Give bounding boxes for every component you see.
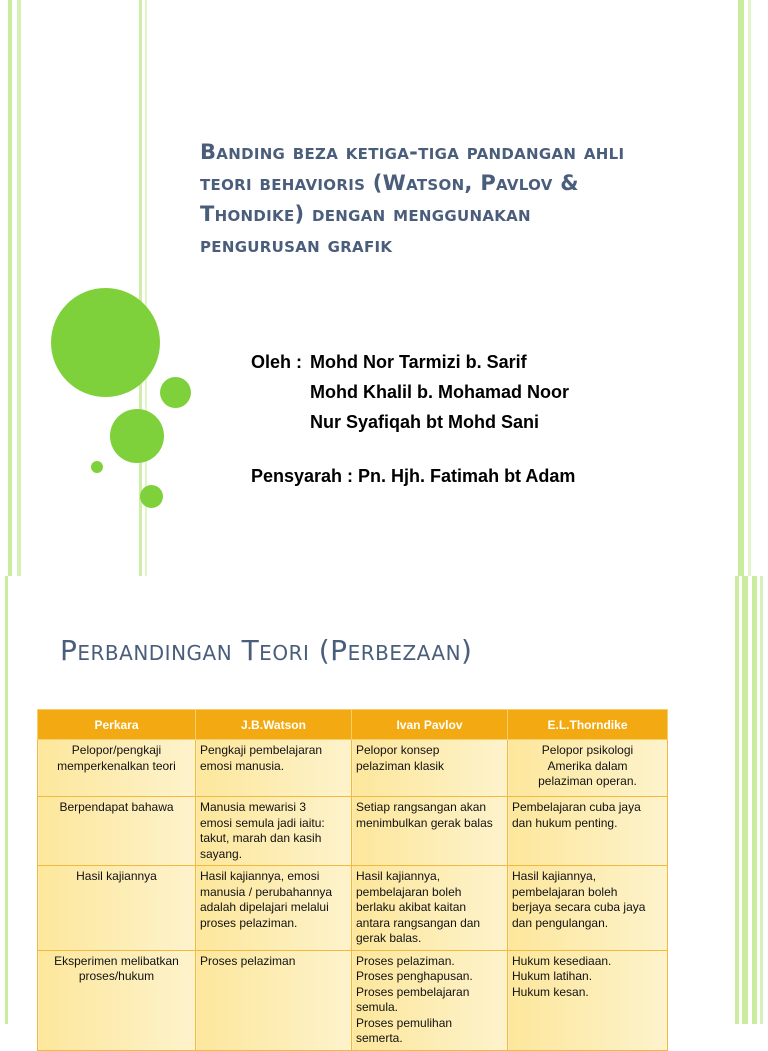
decor-circle (140, 485, 163, 508)
author-name: Nur Syafiqah bt Mohd Sani (310, 411, 540, 432)
authors-label: Oleh : (251, 351, 303, 372)
title-line: pengurusan grafik (200, 233, 393, 257)
decor-bar (748, 0, 751, 576)
decor-circle (160, 377, 191, 408)
table-row (38, 950, 668, 1050)
column-header: J.B.Watson (196, 710, 352, 740)
table-cell: Hasil kajiannya, emosi manusia / perubahannya adalah dipelajari melalui proses pelaziman. (196, 866, 352, 951)
decor-bar (752, 576, 757, 1024)
title-line: teori behavioris (Watson, Pavlov & (200, 171, 579, 195)
table-cell: Hasil kajiannya, pembelajaran boleh berlaku akibat kaitan antara rangsangan dan gerak balas. (352, 866, 508, 951)
decor-bar (17, 0, 21, 576)
table-cell: Setiap rangsangan akan menimbulkan gerak balas (352, 797, 508, 866)
title-line: Thondike) dengan menggunakan (200, 202, 531, 226)
decor-circle (110, 409, 164, 463)
decor-bar (8, 0, 12, 576)
table-cell: Pelopor/pengkaji memperkenalkan teori (38, 740, 196, 797)
decor-bar (738, 0, 744, 576)
lecturer-line: Pensyarah : Pn. Hjh. Fatimah bt Adam (251, 466, 576, 486)
table-row (38, 866, 668, 951)
table-header-row (38, 710, 668, 740)
table-cell: Proses pelaziman. Proses penghapusan. Proses pembelajaran semula. Proses pemulihan semerta. (352, 950, 508, 1050)
decor-bar (760, 576, 763, 1024)
title-line: Banding beza ketiga-tiga pandangan ahli (200, 140, 625, 164)
slide-heading: Perbandingan Teori (Perbezaan) (60, 634, 473, 667)
table-row (38, 740, 668, 797)
table-cell: Proses pelaziman (196, 950, 352, 1050)
slide-comparison (0, 576, 768, 1045)
column-header: Ivan Pavlov (352, 710, 508, 740)
comparison-table (37, 709, 668, 1051)
decor-bar (735, 576, 739, 1024)
table-cell: Pembelajaran cuba jaya dan hukum penting. (508, 797, 668, 866)
table-cell: Hukum kesediaan. Hukum latihan. Hukum kesan. (508, 950, 668, 1050)
table-cell: Manusia mewarisi 3 emosi semula jadi iaitu: takut, marah dan kasih sayang. (196, 797, 352, 866)
decor-circle (91, 461, 103, 473)
decor-circle (51, 288, 160, 397)
author-name: Mohd Khalil b. Mohamad Noor (310, 381, 569, 402)
decor-bar (5, 576, 8, 1024)
slide-title-heading (200, 137, 740, 261)
column-header: E.L.Thorndike (508, 710, 668, 740)
table-cell: Pengkaji pembelajaran emosi manusia. (196, 740, 352, 797)
table-cell: Pelopor psikologi Amerika dalam pelaziman operan. (508, 740, 668, 797)
decor-bar (742, 576, 748, 1024)
column-header: Perkara (38, 710, 196, 740)
table-cell: Hasil kajiannya (38, 866, 196, 951)
table-cell: Eksperimen melibatkan proses/hukum (38, 950, 196, 1050)
authors-block (251, 347, 569, 437)
table-row (38, 797, 668, 866)
author-name: Mohd Nor Tarmizi b. Sarif (310, 351, 527, 372)
table-cell: Berpendapat bahawa (38, 797, 196, 866)
table-cell: Pelopor konsep pelaziman klasik (352, 740, 508, 797)
table-cell: Hasil kajiannya, pembelajaran boleh berjaya secara cuba jaya dan pengulangan. (508, 866, 668, 951)
